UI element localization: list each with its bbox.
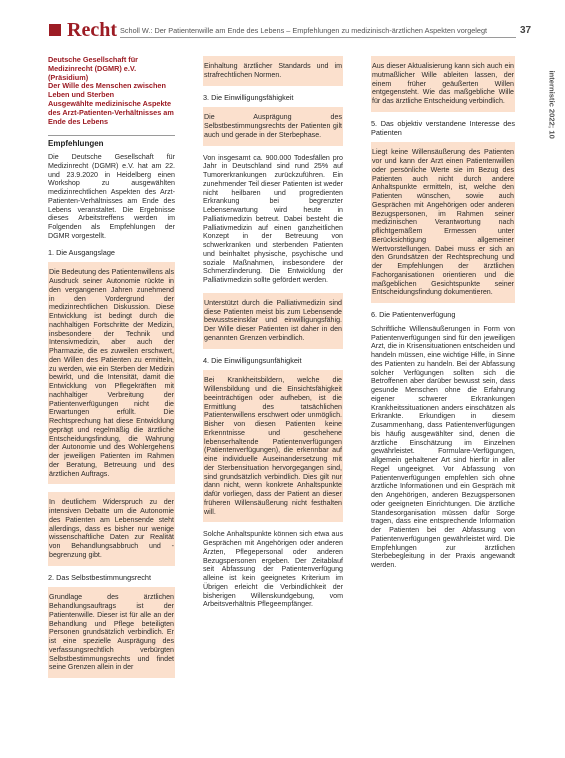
body-paragraph: Solche Anhaltspunkte können sich etwa aus Gesprächen mit Angehörigen oder anderen Ärzten, Pflegepersonal oder anderen Bezugspersonen ergeben. Der Zeitablauf seit Abfassung der Patientenverfügung alleine ist kein geeignetes Kriterium im Übrigen erleicht die Verbindlichkeit der bisherigen Willenskundgebung, vom Arbeitsverhältnis Pflegeempfänger. — [203, 530, 343, 609]
author-line: Deutsche Gesellschaft für — [48, 55, 139, 64]
highlight-box — [203, 370, 343, 522]
box-paragraph: Grundlage des ärztlichen Behandlungsauftrags ist der Patientenwille. Dieser ist für alle an der Behandlung und Pflege beteiligten Personen grundsätzlich verbindlich. Er ist eine spezielle Ausprägung des verfassungsrechtlich verbürgten Selbstbestimmungsrechts und findet seine Grenzen allein in der — [49, 593, 174, 672]
column-1 — [48, 56, 175, 686]
highlight-box — [48, 262, 175, 484]
body-paragraph: Von insgesamt ca. 900.000 Todesfällen pro Jahr in Deutschland sind rund 25% auf Tumorerkrankungen zurückzuführen. Ein zunehmender Teil dieser Patienten ist weder nicht heilbaren und progredienten Erkrankung bei begrenzter Lebenserwartung wird heute in Palliativmedizin betreut. Dabei besteht die Palliativmedizin auf einen ganzheitlichen Konzept in der Betreuung von schwerkranken und sterbenden Patienten und beinhaltet physische, psychische und soziale Maßnahmen, insbesondere der Schmerzlinderung. Die Entwicklung der Palliativmedizin sollte gefördert werden. — [203, 153, 343, 284]
section-heading-1: 1. Die Ausgangslage — [48, 247, 115, 257]
column-2 — [203, 56, 343, 617]
page-number: 37 — [520, 25, 532, 36]
author-line: des Arzt-Patienten-Verhältnisses am — [48, 107, 174, 117]
section-heading-2: 2. Das Selbstbestimmungsrecht — [48, 572, 152, 582]
box-paragraph: Bei Krankheitsbildern, welche die Willensbildung und die Einsichtsfähigkeit beeinträchtigen oder aufheben, ist die Ermittlung des tatsächlichen Patientenwillens erschwert oder unmöglich. Bisher von diesen Patienten keine Erkenntnisse und geschehene lebenserhaltende Patientenverfügungen (Patientenverfügungen), die erkennbar auf eine individuelle Auseinandersetzung mit der Sterbensituation hervorgegangen sind, sind grundsätzlich verbindlich. Dies gilt nur dann nicht, wenn konkrete Anhaltspunkte dafür vorliegen, dass der Patient an dieser früheren Willensäußerung nicht festhalten will. — [204, 376, 342, 516]
author-line: Leben und Sterben — [48, 90, 115, 100]
author-line: (Präsidium) — [48, 72, 89, 82]
highlight-box — [203, 293, 343, 349]
section-marker-icon — [49, 24, 61, 36]
intro-paragraph: Die Deutsche Gesellschaft für Medizinrecht (DGMR) e.V. hat am 22. und 23.9.2020 in Heidelberg einen Workshop zu ausgewählten medizinrechtlichen Aspekten des Arzt-Patienten-Verhältnisses am Ende des Lebens veranstaltet. Die Ergebnisse dieses Arbeitstreffens werden im Folgenden als Empfehlungen der DGMR vorgestellt. — [48, 153, 175, 240]
box-paragraph: Unterstützt durch die Palliativmedizin sind diese Patienten meist bis zum Lebensende bewusstseinsklar und einwilligungsfähig. Der Wille dieser Patienten ist daher in den genannten Grenzen verbindlich. — [204, 298, 342, 342]
side-label-text: internistic 2022; 10 — [547, 70, 557, 139]
author-line: Medizinrecht (DGMR) e.V. — [48, 63, 137, 73]
author-line: Der Wille des Menschen zwischen — [48, 81, 166, 91]
author-line: Ende des Lebens — [48, 116, 109, 126]
box-paragraph: Liegt keine Willensäußerung des Patienten vor und kann der Arzt einen Patientenwillen oder persönliche Werte sie im Bezug des Patienten auch nicht durch andere Anhaltspunkte ermitteln, ist, welche den Patienten wünschen, sowie auch Gesprächen mit Angehörigen oder anderen Bezugspersonen, im Rahmen seiner medizinischen Verantwortung nach pflichtgemäßem Ermessen unter Berücksichtigung allgemeiner Wertvorstellungen. Dabei muss er sich an den Grundsätzen der Rechtsprechung und der Empfehlungen der ärztlichen Fachorganisationen orientieren und die maßgeblichen Gesichtspunkte seiner Entscheidungsfindung dokumentieren. — [372, 148, 514, 297]
side-label — [545, 70, 559, 200]
box-paragraph: Die Ausprägung des Selbstbestimmungsrechts der Patienten gilt auch und gerade in der Sterbephase. — [204, 113, 342, 139]
section-heading-6: 6. Die Patientenverfügung — [371, 310, 456, 319]
header-rule — [120, 37, 516, 38]
highlight-box — [203, 56, 343, 86]
box-paragraph: Die Bedeutung des Patientenwillens als Ausdruck seiner Autonomie rückte in den vergangenen Jahren zunehmend in den Vordergrund der medizinrechtlichen Diskussion. Diese Entwicklung ist bedingt durch die nachhaltigen Fortschritte der Medizin, insbesondere der Technik und Intensivmedizin, aber auch der Pharmazie, die es zuweilen erschwert, den Willen des Patienten zu ermitteln, zu werden, wie ein Sterben der Medizin bewirkt, und die Intensität, damit die Entwicklung von Pflegekräften mit nachhaltiger Verbreitung der Patientenverfügungen nicht die Erwartungen erfüllt. Die Rechtsprechung hat diese Entwicklung geprägt und regelmäßig die ärztliche Entscheidungsfindung, die Wahrung der Autonomie und des Wohlergehens der jeweiligen Patienten im Rahmen der Beratung, Betreuung und des ärztlichen Auftrags. — [49, 268, 174, 478]
section-heading-5: 5. Das objektiv verstandene Interesse des Patienten — [371, 118, 515, 137]
column-3 — [371, 56, 515, 578]
empfehlungen-heading: Empfehlungen — [48, 135, 175, 149]
box-paragraph: Einhaltung ärztlicher Standards und im strafrechtlichen Normen. — [204, 62, 342, 79]
highlight-box — [371, 56, 515, 112]
page-header — [0, 0, 565, 44]
highlight-box — [203, 107, 343, 145]
running-title: Scholl W.: Der Patientenwille am Ende des Lebens – Empfehlungen zu medizinisch-ärztlichen Aspekten vorgelegt — [120, 26, 488, 35]
section-heading-4: 4. Die Einwilligungsunfähigkeit — [203, 355, 302, 365]
author-line: Ausgewählte medizinische Aspekte — [48, 98, 172, 108]
author-block — [48, 56, 175, 126]
body-paragraph: Schriftliche Willensäußerungen in Form von Patientenverfügungen sind für den jeweiligen Arzt, die in Krisensituationen entscheiden und handeln müssen, eine wichtige Hilfe, in Sinne des Patienten zu handeln. Bei der Abfassung solcher Verfügungen sollten sich die Betroffenen aber darüber bewusst sein, dass gesunde Menschen ohne die Erfahrung eigener schwerer Erkrankungen Krankheitssituationen anders einschätzen als Erkrankte. Erkundigen in diesem Zusammenhang, dass Patientenverfügungen bis häufig ausgewählter sind, denen die ärztliche Einschätzung im Einzelnen gewährleistet. Formulare-Verfügungen, allgemein gehaltener Art sind hierfür in aller Regel ungeeignet. Vor Abfassung von Patientenverfügungen empfehlen sich ohne ärztliche Informationen und ein Gespräch mit den Angehörigen, anderen Bezugspersonen oder geeigneten Einrichtungen. Die ärztliche Standesorganisation müssen dafür Sorge tragen, dass eine entsprechende Information der Patienten bei der Abfassung von Patientenverfügungen gewährleistet wird. Die Empfehlungen zur ärztlichen Sterbebegleitung in der Praxis angewandt werden. — [371, 324, 515, 569]
highlight-box — [48, 492, 175, 565]
highlight-box — [371, 142, 515, 303]
section-title: Recht — [67, 19, 117, 41]
box-paragraph: In deutlichem Widerspruch zu der intensiven Debatte um die Autonomie des Patienten am Lebensende steht allerdings, dass es bisher nur wenige wissenschaftliche Daten zur Realität von Behandlungsabbruch und -begrenzung gibt. — [49, 498, 174, 559]
box-paragraph: Aus dieser Aktualisierung kann sich auch ein mutmaßlicher Wille ableiten lassen, der einem früher geäußerten Willen entgegensteht. Wie das maßgebliche Wille für das ärztliche Entscheidung verbindlich. — [372, 62, 514, 105]
highlight-box — [48, 587, 175, 678]
section-heading-3: 3. Die Einwilligungsfähigkeit — [203, 92, 294, 102]
